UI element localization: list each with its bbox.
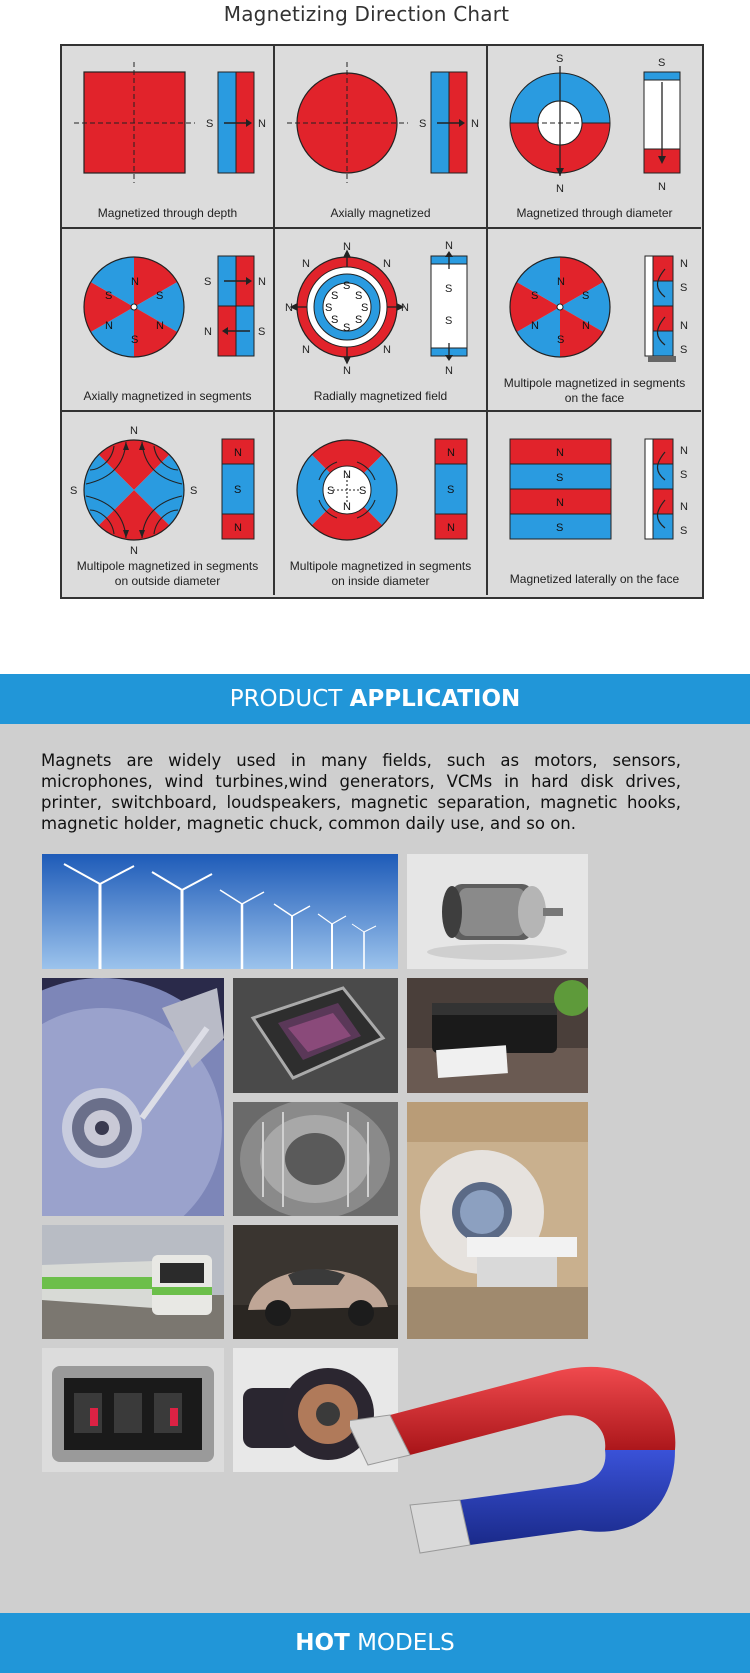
svg-text:S: S [331, 290, 339, 302]
pole-n-label: N [445, 365, 453, 377]
svg-text:N: N [556, 497, 564, 509]
banner-title-light: PRODUCT [229, 686, 350, 712]
image-sensor-photo [233, 978, 398, 1093]
train-photo [42, 1225, 224, 1339]
svg-text:S: S [156, 290, 164, 302]
chart-title: Magnetizing Direction Chart [223, 2, 510, 26]
svg-text:S: S [70, 485, 78, 497]
chart-cell-multipole-face [488, 229, 701, 412]
svg-text:N: N [302, 344, 310, 356]
switchboard-photo [42, 1348, 224, 1472]
pole-s-label: S [234, 484, 242, 496]
chart-caption: Magnetized through diameter [516, 206, 673, 220]
pole-n-label: N [234, 447, 242, 459]
pole-s-label: S [680, 525, 688, 537]
car-photo [233, 1225, 398, 1339]
pole-s-label: S [447, 484, 455, 496]
pole-n-label: N [445, 240, 453, 252]
pole-n-label: N [258, 276, 266, 288]
reactor-chamber-photo [233, 1102, 398, 1216]
pole-s-label: S [680, 344, 688, 356]
pole-n-label: N [234, 522, 242, 534]
svg-text:S: S [531, 290, 539, 302]
chart-caption: Axially magnetized [330, 206, 431, 220]
product-application-banner [0, 674, 750, 724]
svg-text:S: S [355, 314, 363, 326]
electric-motor-photo [407, 854, 588, 969]
mri-scanner-photo [407, 1102, 588, 1339]
hot-models-banner [0, 1613, 750, 1673]
svg-text:S: S [327, 485, 335, 497]
svg-text:N: N [302, 258, 310, 270]
caption-line-2: on outside diameter [114, 574, 221, 588]
through-depth-diagram [62, 46, 275, 229]
pole-n-label: N [680, 501, 688, 513]
caption-line-2: on the face [564, 391, 625, 405]
svg-text:S: S [343, 322, 351, 334]
printer-photo [407, 978, 588, 1093]
svg-text:N: N [105, 320, 113, 332]
svg-text:N: N [383, 258, 391, 270]
chart-cell-through-depth [62, 46, 275, 229]
pole-n-label: N [680, 445, 688, 457]
pole-s-label: S [204, 276, 212, 288]
hard-disk-drive-photo [42, 978, 224, 1216]
chart-cell-radially [275, 229, 488, 412]
svg-text:N: N [130, 425, 138, 437]
pole-s-label: S [556, 53, 564, 65]
laterally-diagram [488, 412, 702, 597]
svg-text:N: N [343, 241, 351, 253]
svg-text:S: S [557, 334, 565, 346]
application-intro-text: Magnets are widely used in many fields, such as motors, sensors, microphones, wind turbines,wind generators, VCMs in hard disk drives, printer, switchboard, loudspeakers, magnetic separation, magnetic hooks, magnetic holder, magnetic chuck, common daily use, and so on. [41, 751, 681, 833]
chart-cell-through-diameter [488, 46, 701, 229]
pole-s-label: S [680, 469, 688, 481]
pole-s-label: S [258, 326, 266, 338]
chart-cell-axially [275, 46, 488, 229]
svg-text:N: N [130, 545, 138, 557]
pole-s-label: S [680, 282, 688, 294]
svg-text:S: S [105, 290, 113, 302]
pole-s-label: S [445, 315, 453, 327]
svg-text:S: S [556, 522, 564, 534]
chart-caption: Radially magnetized field [313, 389, 448, 403]
svg-text:S: S [355, 290, 363, 302]
caption-line-2: on inside diameter [331, 574, 430, 588]
svg-text:S: S [359, 485, 367, 497]
magnetizing-direction-chart [60, 44, 704, 599]
banner-title-bold: HOT [295, 1630, 350, 1656]
svg-text:S: S [343, 280, 351, 292]
chart-cell-axially-segments [62, 229, 275, 412]
caption-line-1: Multipole magnetized in segments [503, 376, 686, 390]
svg-text:N: N [556, 447, 564, 459]
pole-s-label: S [206, 118, 214, 130]
caption-line-1: Multipole magnetized in segments [76, 559, 259, 573]
svg-text:N: N [582, 320, 590, 332]
svg-text:N: N [531, 320, 539, 332]
svg-text:N: N [343, 501, 351, 513]
chart-caption: Magnetized through depth [97, 206, 238, 220]
pole-n-label: N [471, 118, 479, 130]
chart-caption [275, 559, 486, 589]
radially-diagram [275, 229, 488, 412]
svg-text:N: N [343, 365, 351, 377]
wind-turbines-photo [42, 854, 398, 969]
through-diameter-diagram [488, 46, 702, 229]
pole-n-label: N [680, 320, 688, 332]
chart-caption [488, 376, 701, 406]
chart-caption: Magnetized laterally on the face [509, 572, 680, 586]
chart-caption [62, 559, 273, 589]
svg-text:S: S [582, 290, 590, 302]
pole-n-label: N [680, 258, 688, 270]
banner-title-light: MODELS [349, 1630, 455, 1656]
svg-text:S: S [190, 485, 198, 497]
pole-s-label: S [419, 118, 427, 130]
pole-n-label: N [658, 181, 666, 193]
svg-text:S: S [325, 302, 333, 314]
svg-text:N: N [401, 302, 409, 314]
svg-text:S: S [331, 314, 339, 326]
banner-title-bold: APPLICATION [349, 686, 521, 712]
pole-s-label: S [658, 57, 666, 69]
horseshoe-magnet-image [350, 1355, 710, 1585]
svg-text:S: S [131, 334, 139, 346]
svg-text:N: N [557, 276, 565, 288]
chart-caption: Axially magnetized in segments [83, 389, 252, 403]
pole-n-label: N [556, 183, 564, 195]
pole-s-label: S [445, 283, 453, 295]
pole-n-label: N [447, 447, 455, 459]
pole-n-label: N [204, 326, 212, 338]
pole-n-label: N [258, 118, 266, 130]
chart-cell-multipole-inside [275, 412, 488, 595]
pole-n-label: N [447, 522, 455, 534]
chart-cell-laterally [488, 412, 701, 595]
svg-text:N: N [343, 469, 351, 481]
svg-text:N: N [156, 320, 164, 332]
svg-text:N: N [383, 344, 391, 356]
svg-text:N: N [285, 302, 293, 314]
svg-text:S: S [556, 472, 564, 484]
svg-text:N: N [131, 276, 139, 288]
chart-cell-multipole-outside [62, 412, 275, 595]
axially-diagram [275, 46, 488, 229]
caption-line-1: Multipole magnetized in segments [289, 559, 472, 573]
svg-text:S: S [361, 302, 369, 314]
axially-segments-diagram [62, 229, 275, 412]
